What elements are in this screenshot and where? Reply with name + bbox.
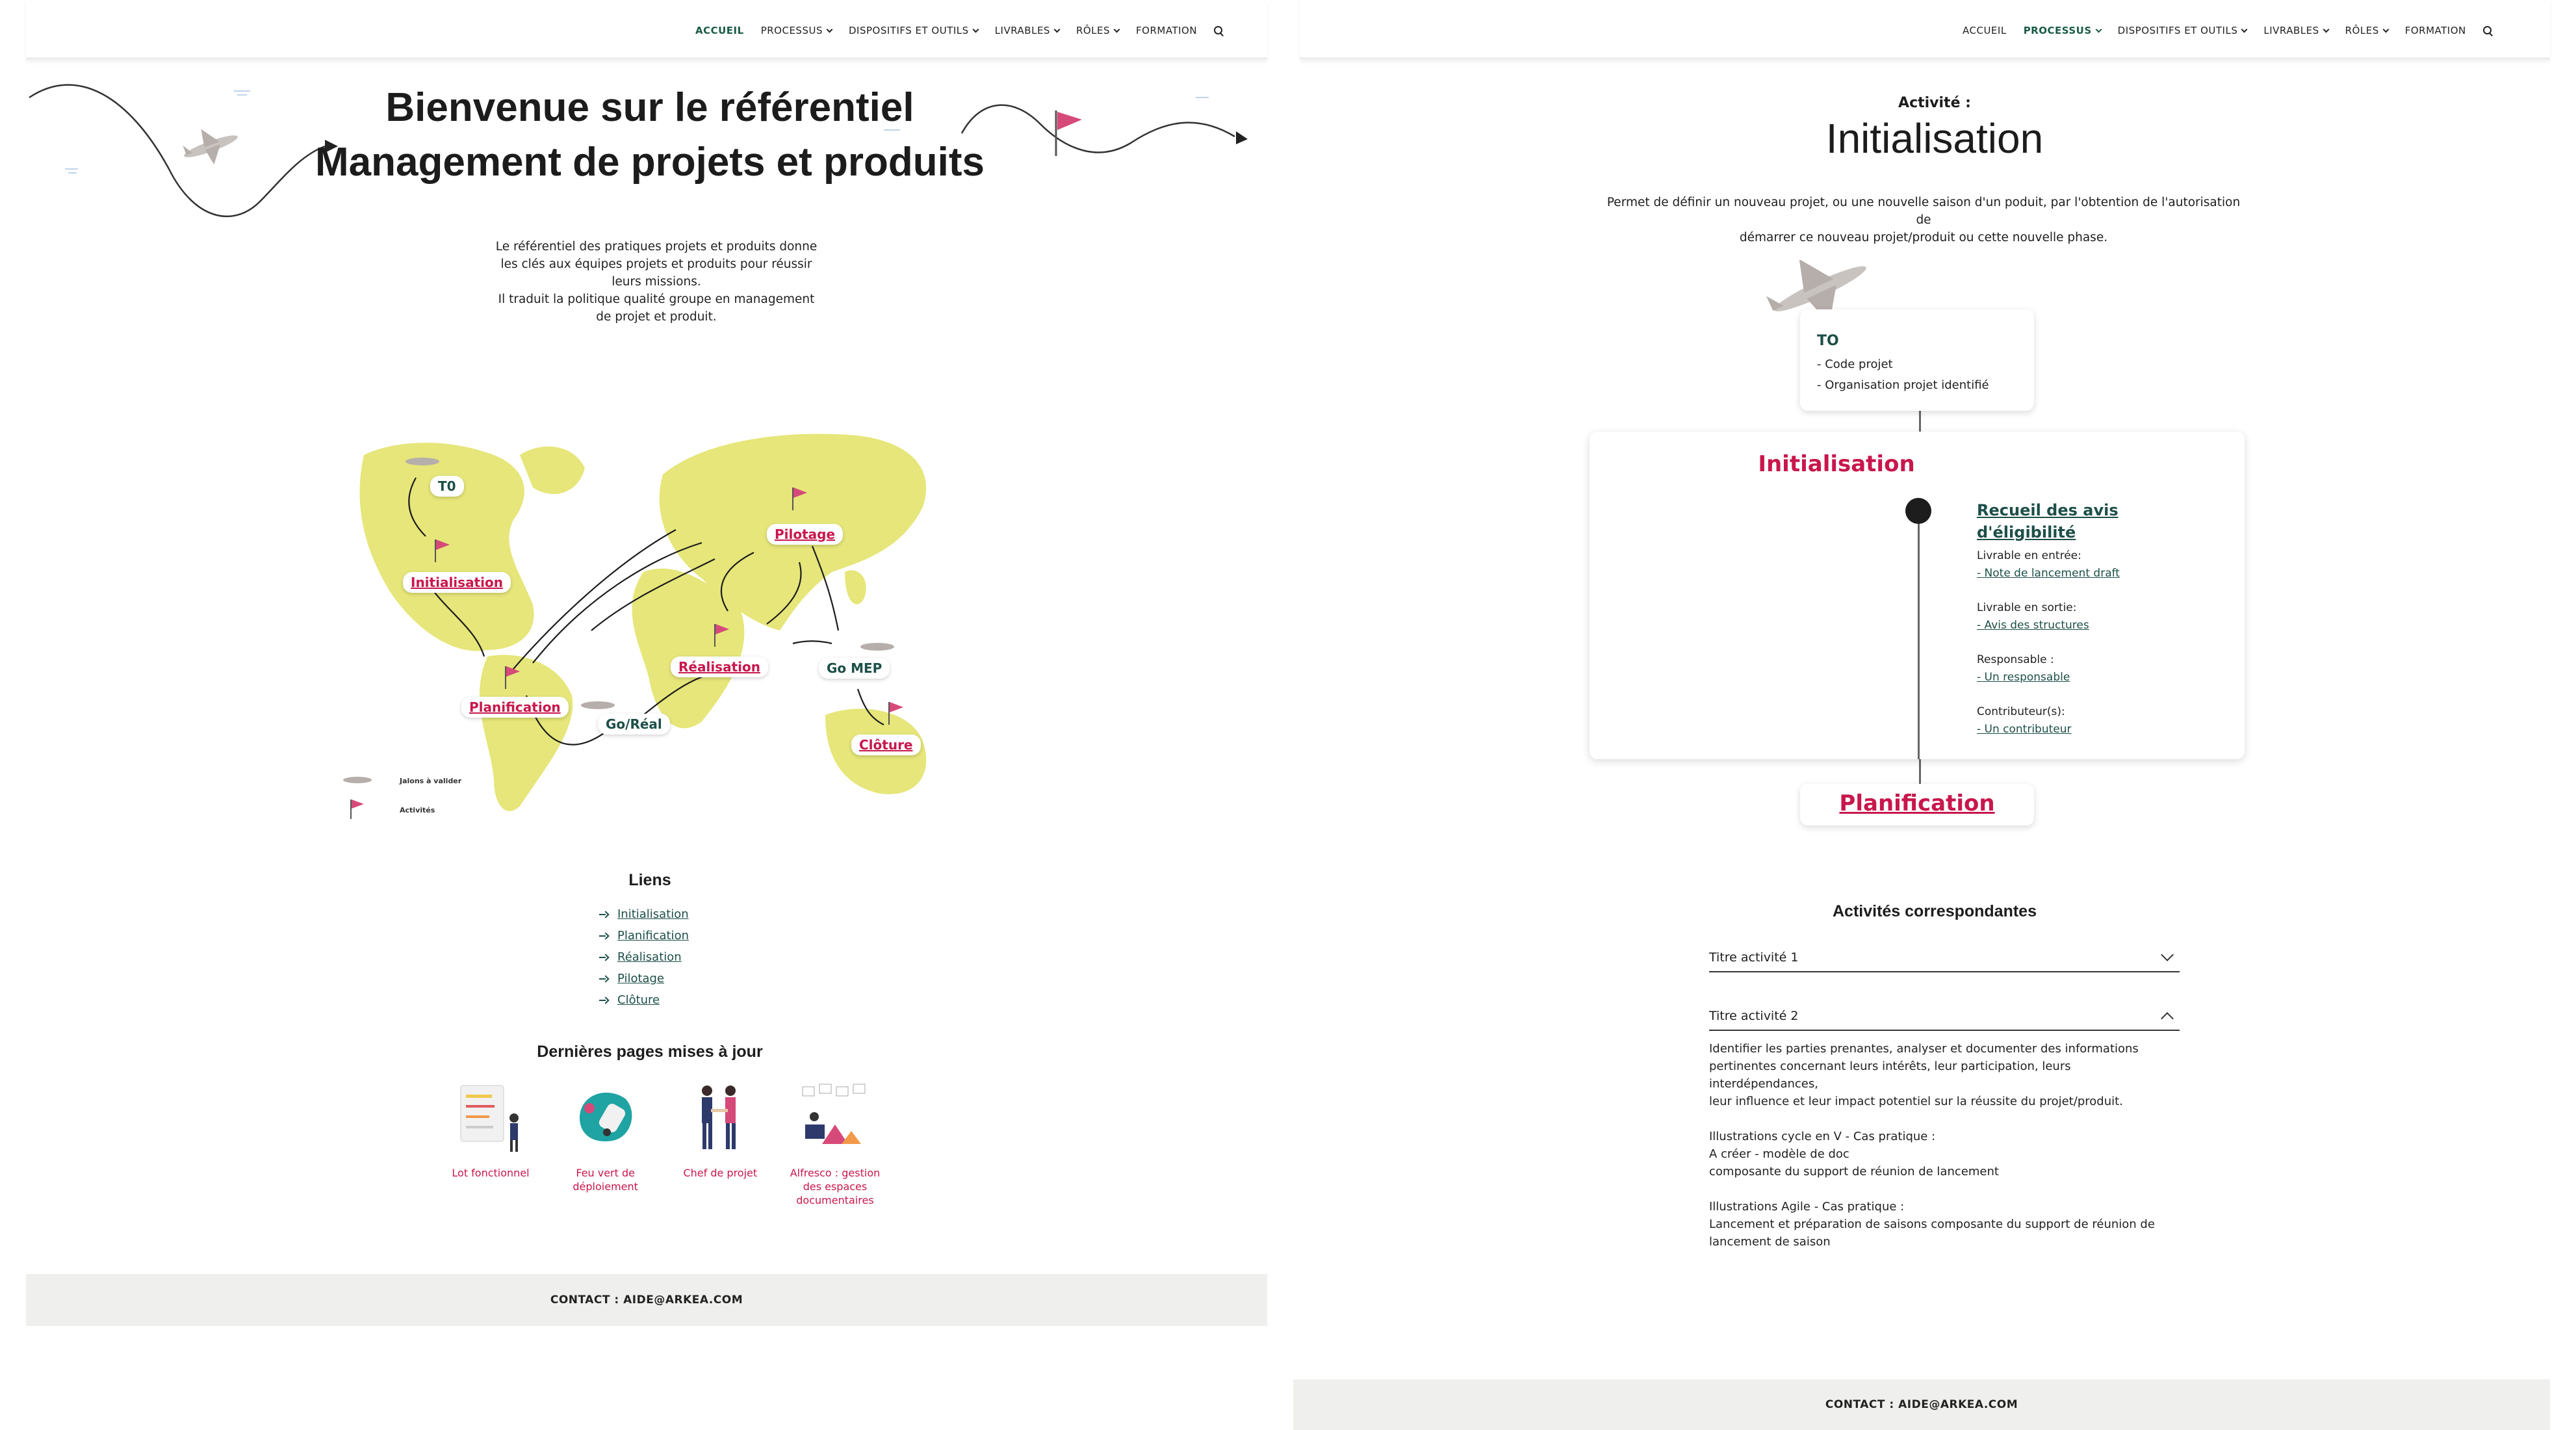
footer-contact-text[interactable]: CONTACT : AIDE@ARKEA.COM bbox=[1825, 1398, 2018, 1411]
arrow-right-icon bbox=[599, 933, 608, 939]
next-activity-card bbox=[1800, 784, 2034, 826]
legend-activites: Activités bbox=[400, 806, 435, 814]
activity-card-title: Initialisation bbox=[1758, 451, 1915, 477]
nav-accueil[interactable] bbox=[695, 25, 744, 36]
content-line: composante du support de réunion de lancement bbox=[1709, 1165, 1999, 1178]
map-label-realisation[interactable]: Réalisation bbox=[671, 656, 768, 677]
content-paragraph bbox=[1709, 1128, 2183, 1180]
nav-roles[interactable] bbox=[2345, 25, 2388, 36]
accordion-content bbox=[1709, 1040, 2183, 1268]
search-icon[interactable] bbox=[2483, 26, 2492, 35]
card-label-line: déploiement bbox=[573, 1180, 638, 1193]
chevron-down-icon bbox=[2241, 26, 2248, 32]
nav-livrables[interactable] bbox=[995, 25, 1059, 36]
map-label-initialisation[interactable]: Initialisation bbox=[403, 572, 511, 593]
content-line: leur influence et leur impact potentiel sur la réussite du projet/produit. bbox=[1709, 1095, 2123, 1108]
card-label-line: Lot fonctionnel bbox=[452, 1167, 530, 1179]
nav-processus[interactable] bbox=[761, 25, 832, 36]
nav-label: LIVRABLES bbox=[994, 25, 1050, 36]
field-label: Responsable : bbox=[1977, 653, 2054, 666]
links-title: Liens bbox=[628, 871, 671, 889]
document-illustration-icon bbox=[452, 1079, 530, 1157]
update-card-lot-fonctionnel[interactable] bbox=[442, 1079, 539, 1207]
list-item bbox=[599, 968, 689, 989]
intro-line: Il traduit la politique qualité groupe en management bbox=[498, 292, 815, 306]
map-label-cloture[interactable]: Clôture bbox=[851, 734, 921, 755]
timeline-line bbox=[1918, 511, 1920, 759]
update-card-alfresco[interactable] bbox=[786, 1079, 884, 1207]
card-label-line: des espaces bbox=[803, 1180, 868, 1193]
update-card-chef-de-projet[interactable] bbox=[671, 1079, 769, 1207]
nav-dispositifs[interactable] bbox=[2118, 25, 2247, 36]
field-label: Livrable en sortie: bbox=[1977, 601, 2077, 614]
nav-label: LIVRABLES bbox=[2263, 25, 2319, 36]
footer-contact bbox=[1293, 1379, 2550, 1430]
top-navbar bbox=[26, 0, 1267, 60]
handshake-illustration-icon bbox=[681, 1079, 759, 1157]
chevron-down-icon bbox=[2323, 26, 2329, 32]
card-label-line: Feu vert de bbox=[576, 1167, 635, 1179]
input-deliverable-link[interactable]: - Note de lancement draft bbox=[1977, 567, 2120, 580]
milestone-title: TO bbox=[1817, 333, 1839, 349]
updates-cards bbox=[442, 1079, 884, 1207]
chevron-down-icon bbox=[972, 26, 979, 32]
nav-label: ACCUEIL bbox=[1963, 25, 2007, 36]
output-deliverable-link[interactable]: - Avis des structures bbox=[1977, 619, 2089, 632]
content-line: Identifier les parties prenantes, analyser et documenter des informations bbox=[1709, 1042, 2139, 1056]
title-line: Management de projets et produits bbox=[315, 140, 985, 185]
link-initialisation[interactable]: Initialisation bbox=[617, 907, 689, 921]
milestone-line: - Code projet bbox=[1817, 358, 1893, 371]
nav-livrables[interactable] bbox=[2263, 25, 2328, 36]
content-line: pertinentes concernant leurs intérêts, leur participation, leurs interdépendances, bbox=[1709, 1060, 2071, 1091]
list-item bbox=[599, 904, 689, 925]
contributor-link[interactable]: - Un contributeur bbox=[1977, 723, 2072, 736]
workspace-illustration-icon bbox=[796, 1079, 874, 1157]
footer-contact bbox=[26, 1274, 1267, 1326]
arrow-right-icon bbox=[599, 954, 608, 961]
links-list bbox=[599, 904, 689, 1011]
footer-contact-text[interactable]: CONTACT : AIDE@ARKEA.COM bbox=[550, 1294, 743, 1306]
activity-card-initialisation bbox=[1590, 432, 2245, 759]
link-cloture[interactable]: Clôture bbox=[617, 993, 660, 1007]
intro-line: de projet et produit. bbox=[596, 310, 717, 324]
nav-accueil[interactable] bbox=[1963, 25, 2007, 36]
nav-label: ACCUEIL bbox=[695, 25, 744, 36]
card-label bbox=[671, 1166, 769, 1180]
title-line: Bienvenue sur le référentiel bbox=[385, 85, 914, 130]
nav-label: RÔLES bbox=[1075, 25, 1111, 36]
content-line: Illustrations cycle en V - Cas pratique : bbox=[1709, 1130, 1936, 1143]
output-deliverable bbox=[1977, 599, 2089, 634]
activity-title: Initialisation bbox=[1825, 115, 2044, 162]
link-planification[interactable]: Planification bbox=[617, 929, 689, 942]
content-line: Illustrations Agile - Cas pratique : bbox=[1709, 1200, 1905, 1214]
nav-label: FORMATION bbox=[2404, 25, 2466, 36]
legend-jalons: Jalons à valider bbox=[400, 777, 462, 785]
card-label-line: Alfresco : gestion bbox=[790, 1167, 881, 1179]
link-realisation[interactable]: Réalisation bbox=[617, 950, 682, 964]
content-paragraph bbox=[1709, 1040, 2183, 1110]
milestone-card-t0 bbox=[1800, 309, 2034, 411]
nav-label: PROCESSUS bbox=[760, 25, 823, 36]
main-nav bbox=[1963, 25, 2492, 36]
map-label-go-mep[interactable]: Go MEP bbox=[819, 658, 890, 679]
input-deliverable bbox=[1977, 547, 2120, 582]
contributors bbox=[1977, 703, 2072, 738]
nav-label: FORMATION bbox=[1136, 25, 1198, 36]
chevron-down-icon bbox=[1054, 26, 1061, 32]
nav-label: DISPOSITIFS ET OUTILS bbox=[848, 25, 969, 36]
card-label bbox=[557, 1166, 654, 1193]
process-world-map bbox=[338, 416, 962, 838]
chevron-down-icon bbox=[2382, 26, 2389, 32]
description-line: démarrer ce nouveau projet/produit ou cette nouvelle phase. bbox=[1739, 231, 2108, 244]
card-label-line: Chef de projet bbox=[683, 1167, 758, 1179]
intro-line: Le référentiel des pratiques projets et produits donne bbox=[495, 240, 818, 254]
responsible-link[interactable]: - Un responsable bbox=[1977, 671, 2070, 684]
arrow-right-icon bbox=[599, 976, 608, 982]
search-icon[interactable] bbox=[1214, 26, 1223, 35]
accordion-label: Titre activité 2 bbox=[1709, 1009, 1799, 1023]
nav-label: PROCESSUS bbox=[2023, 25, 2092, 36]
main-nav bbox=[695, 25, 1223, 36]
intro-line: les clés aux équipes projets et produits pour réussir bbox=[500, 257, 812, 271]
top-navbar bbox=[1300, 0, 2550, 60]
update-card-feu-vert[interactable] bbox=[557, 1079, 654, 1207]
content-paragraph bbox=[1709, 1198, 2183, 1251]
chevron-down-icon bbox=[827, 26, 833, 32]
card-label bbox=[786, 1166, 884, 1207]
nav-dispositifs[interactable] bbox=[849, 25, 978, 36]
arrow-right-icon bbox=[599, 997, 608, 1004]
chevron-up-icon bbox=[2161, 1012, 2174, 1025]
list-item bbox=[599, 989, 689, 1011]
updates-title: Dernières pages mises à jour bbox=[537, 1043, 763, 1061]
accordion-title: Activités correspondantes bbox=[1833, 902, 2037, 920]
content-line: lancement de saison bbox=[1709, 1235, 1831, 1249]
nav-formation[interactable] bbox=[1136, 25, 1197, 36]
rocket-illustration-icon bbox=[567, 1079, 645, 1157]
responsible bbox=[1977, 651, 2070, 686]
chevron-down-icon bbox=[1114, 26, 1120, 32]
card-label-line: documentaires bbox=[796, 1194, 874, 1206]
page-title bbox=[0, 81, 1300, 190]
description-line: Permet de définir un nouveau projet, ou une nouvelle saison d'un poduit, par l'obtention de l'autorisation de bbox=[1606, 196, 2241, 227]
field-label: Livrable en entrée: bbox=[1977, 549, 2081, 562]
next-activity-link[interactable]: Planification bbox=[1839, 790, 1995, 816]
activity-description bbox=[1599, 194, 2248, 246]
step-link-recueil-avis[interactable]: Recueil des avis d'éligibilité bbox=[1977, 501, 2119, 541]
content-line: A créer - modèle de doc bbox=[1709, 1147, 1849, 1161]
list-item bbox=[599, 925, 689, 946]
flow-connector bbox=[1919, 759, 1921, 785]
chevron-down-icon bbox=[2095, 26, 2102, 32]
milestone-line: - Organisation projet identifié bbox=[1817, 378, 1989, 392]
accordion-label: Titre activité 1 bbox=[1709, 950, 1799, 965]
content-line: Lancement et préparation de saisons composante du support de réunion de bbox=[1709, 1217, 2155, 1231]
activity-page bbox=[1293, 0, 2576, 1430]
list-item bbox=[599, 946, 689, 968]
intro-line: leurs missions. bbox=[612, 275, 701, 289]
chevron-down-icon bbox=[2161, 948, 2174, 961]
nav-roles[interactable] bbox=[1076, 25, 1119, 36]
map-label-pilotage[interactable]: Pilotage bbox=[767, 524, 843, 545]
field-label: Contributeur(s): bbox=[1977, 705, 2065, 718]
nav-label: RÔLES bbox=[2345, 25, 2379, 36]
map-label-go-real[interactable]: Go/Réal bbox=[598, 714, 670, 734]
link-pilotage[interactable]: Pilotage bbox=[617, 972, 665, 985]
nav-label: DISPOSITIFS ET OUTILS bbox=[2117, 25, 2238, 36]
card-label bbox=[442, 1166, 539, 1180]
map-label-planification[interactable]: Planification bbox=[461, 697, 569, 718]
timeline-dot bbox=[1905, 498, 1931, 524]
intro-text bbox=[455, 238, 858, 326]
nav-formation[interactable] bbox=[2405, 25, 2466, 36]
arrow-right-icon bbox=[599, 911, 608, 918]
nav-processus[interactable] bbox=[2024, 25, 2101, 36]
accordion-item-2[interactable] bbox=[1709, 1002, 2180, 1031]
accordion-item-1[interactable] bbox=[1709, 944, 2180, 972]
map-label-t0[interactable]: T0 bbox=[430, 476, 464, 497]
activity-pretitle: Activité : bbox=[1898, 95, 1971, 111]
flow-connector bbox=[1919, 411, 1921, 432]
